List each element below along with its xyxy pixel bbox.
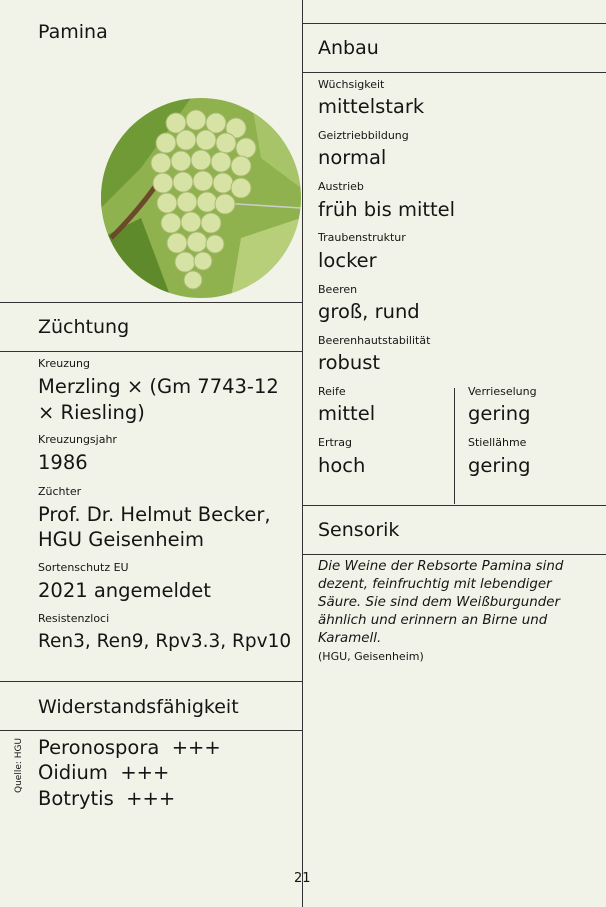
- value-kreuzungsjahr: 1986: [38, 451, 88, 474]
- label-geiztriebbildung: Geiztriebbildung: [318, 129, 409, 142]
- value-ertrag: hoch: [318, 454, 366, 477]
- section-title-widerstand: Widerstandsfähigkeit: [38, 696, 239, 718]
- label-beerenhautstabilitaet: Beerenhautstabilität: [318, 334, 431, 347]
- label-traubenstruktur: Traubenstruktur: [318, 231, 406, 244]
- value-verrieselung: gering: [468, 402, 531, 425]
- label-stiellaehme: Stiellähme: [468, 436, 527, 449]
- label-resistenzloci: Resistenzloci: [38, 612, 110, 625]
- divider: [303, 72, 606, 73]
- value-reife: mittel: [318, 402, 376, 425]
- divider: [0, 302, 302, 303]
- sensorik-source: (HGU, Geisenheim): [318, 650, 424, 663]
- value-austrieb: früh bis mittel: [318, 198, 456, 221]
- value-geiztriebbildung: normal: [318, 146, 387, 169]
- label-beeren: Beeren: [318, 283, 358, 296]
- label-reife: Reife: [318, 385, 346, 398]
- subcolumn-divider: [454, 388, 455, 504]
- label-verrieselung: Verrieselung: [468, 385, 537, 398]
- value-zuechter-line2: HGU Geisenheim: [38, 528, 205, 551]
- section-title-anbau: Anbau: [318, 37, 379, 59]
- divider: [303, 505, 606, 506]
- value-kreuzung-line1: Merzling × (Gm 7743-12: [38, 375, 279, 398]
- section-title-sensorik: Sensorik: [318, 519, 400, 541]
- column-divider: [302, 0, 303, 907]
- section-title-zuechtung: Züchtung: [38, 316, 130, 338]
- sensorik-quote: Die Weine der Rebsorte Pamina sind dezent, feinfruchtig mit lebendiger Säure. Sie sind dem Weißburgunder ähnlich und erinnern an Birne und Karamell.: [318, 559, 564, 646]
- label-austrieb: Austrieb: [318, 180, 364, 193]
- value-zuechter-line1: Prof. Dr. Helmut Becker,: [38, 503, 271, 526]
- label-wuechsigkeit: Wüchsigkeit: [318, 78, 385, 91]
- divider: [0, 681, 302, 682]
- value-beerenhautstabilitaet: robust: [318, 351, 381, 374]
- value-stiellaehme: gering: [468, 454, 531, 477]
- resistance-item: Oidium +++: [38, 761, 170, 784]
- label-kreuzung: Kreuzung: [38, 357, 90, 370]
- value-resistenzloci: Ren3, Ren9, Rpv3.3, Rpv10: [38, 631, 292, 652]
- resistance-item: Peronospora +++: [38, 736, 221, 759]
- page-number: 21: [294, 871, 311, 886]
- value-traubenstruktur: locker: [318, 249, 377, 272]
- grape-photo: [101, 98, 301, 298]
- value-wuechsigkeit: mittelstark: [318, 95, 425, 118]
- value-kreuzung-line2: × Riesling): [38, 401, 145, 424]
- label-zuechter: Züchter: [38, 485, 82, 498]
- label-sortenschutz: Sortenschutz EU: [38, 561, 129, 574]
- label-ertrag: Ertrag: [318, 436, 353, 449]
- photo-credit: Quelle: HGU: [14, 737, 24, 793]
- divider: [0, 351, 302, 352]
- divider: [303, 554, 606, 555]
- value-sortenschutz: 2021 angemeldet: [38, 579, 211, 602]
- divider: [303, 23, 606, 24]
- value-beeren: groß, rund: [318, 300, 420, 323]
- divider: [0, 730, 302, 731]
- variety-title: Pamina: [38, 21, 108, 43]
- label-kreuzungsjahr: Kreuzungsjahr: [38, 433, 117, 446]
- resistance-item: Botrytis +++: [38, 787, 176, 810]
